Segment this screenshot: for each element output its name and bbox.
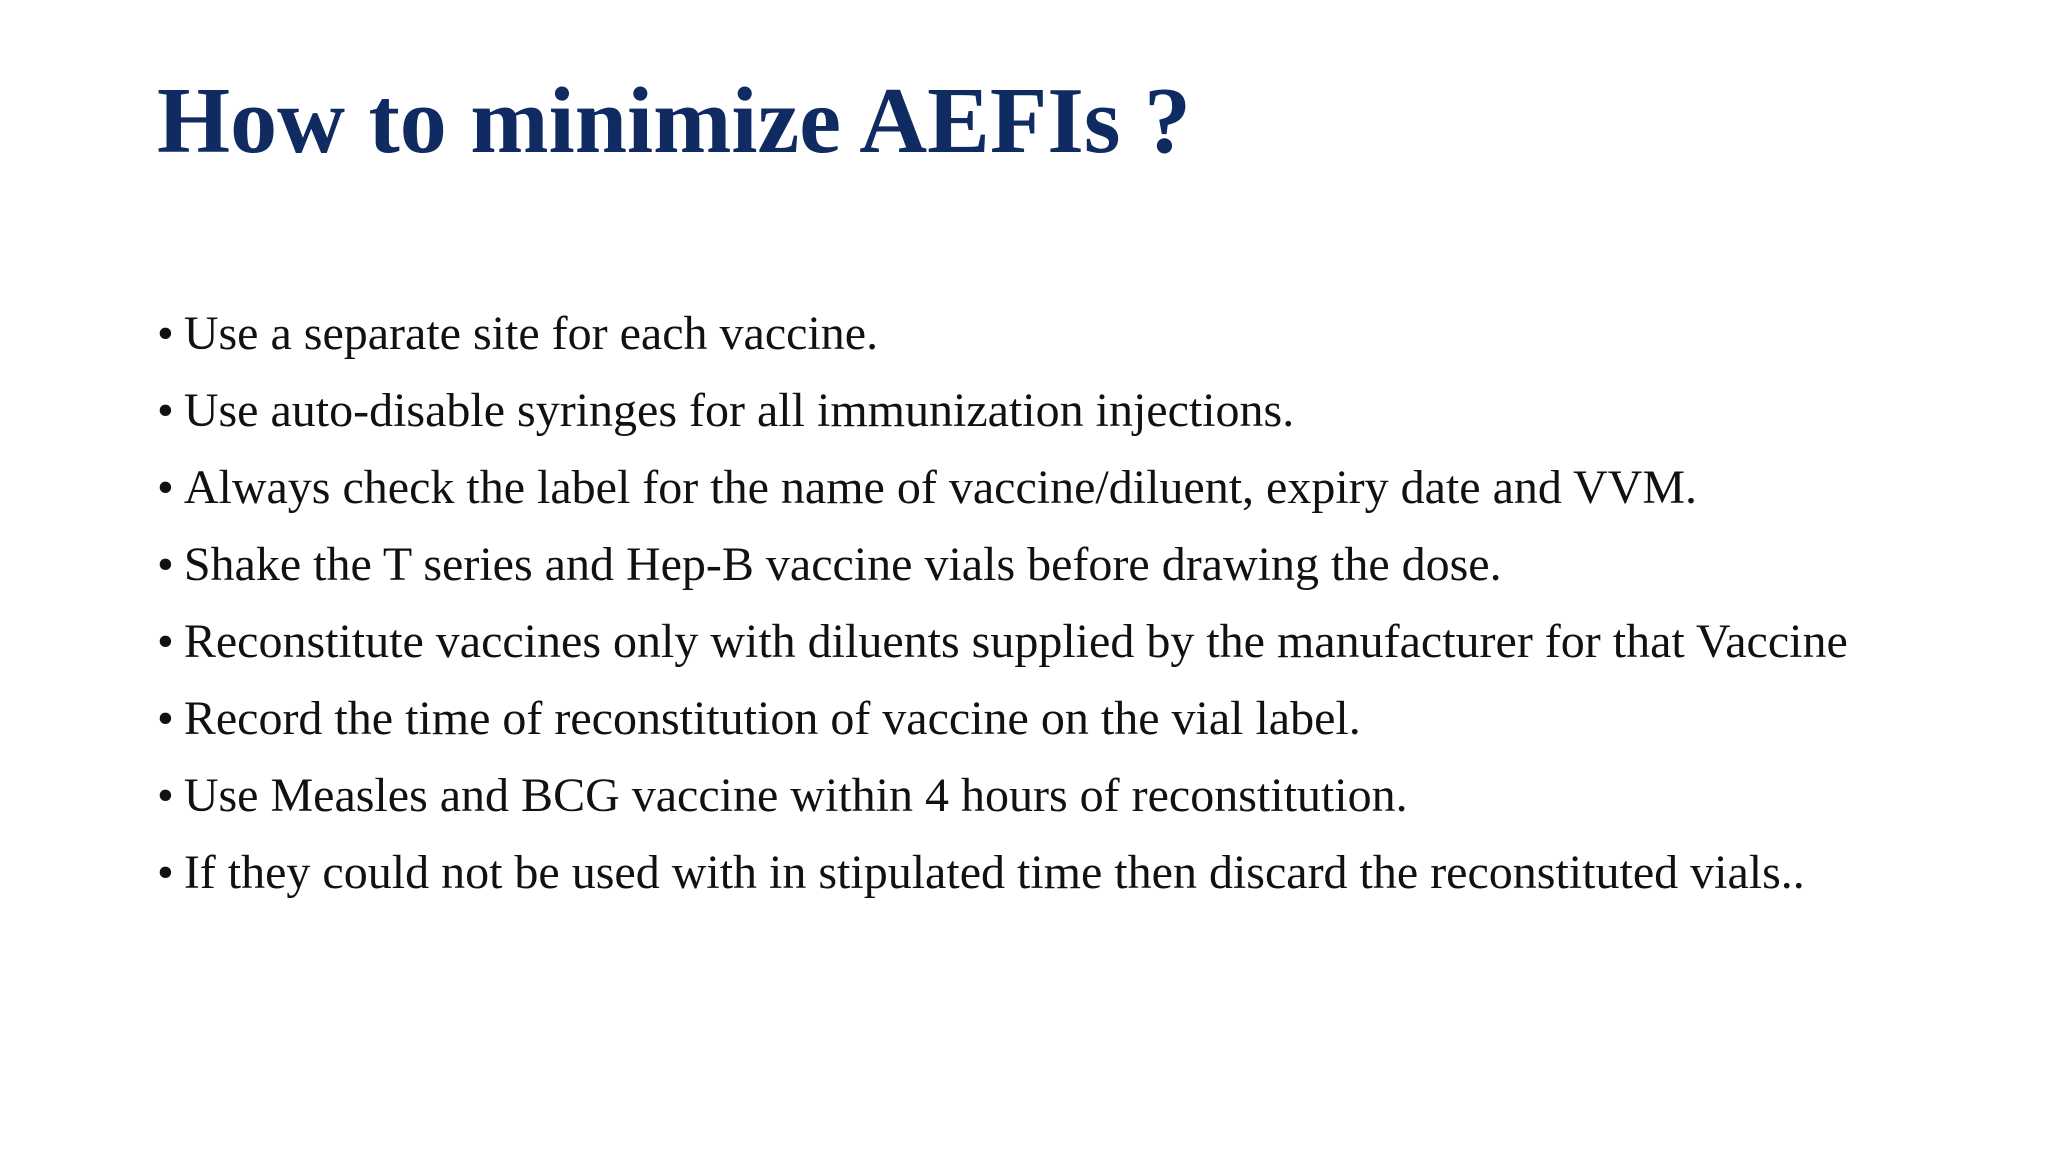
bullet-item	[157, 845, 1897, 901]
bullet-icon: •	[157, 615, 174, 668]
bullet-icon: •	[157, 461, 174, 514]
bullet-item	[157, 306, 1897, 362]
bullet-text: Reconstitute vaccines only with diluents supplied by the manufacturer for that Vaccine	[183, 615, 1848, 668]
bullet-item	[157, 383, 1897, 439]
bullet-icon: •	[157, 538, 174, 591]
bullet-text: Shake the T series and Hep-B vaccine vials before drawing the dose.	[183, 538, 1502, 591]
bullet-text: Use auto-disable syringes for all immunization injections.	[183, 384, 1295, 437]
bullet-list	[157, 306, 1897, 922]
bullet-text: If they could not be used with in stipulated time then discard the reconstituted vials..	[183, 846, 1805, 899]
bullet-icon: •	[157, 769, 174, 822]
bullet-text: Use Measles and BCG vaccine within 4 hours of reconstitution.	[183, 769, 1408, 822]
bullet-text: Use a separate site for each vaccine.	[183, 307, 879, 360]
bullet-item	[157, 460, 1897, 516]
bullet-item	[157, 614, 1897, 670]
bullet-icon: •	[157, 846, 174, 899]
bullet-text: Always check the label for the name of vaccine/diluent, expiry date and VVM.	[183, 461, 1698, 514]
bullet-text: Record the time of reconstitution of vaccine on the vial label.	[183, 692, 1361, 745]
bullet-icon: •	[157, 692, 174, 745]
bullet-icon: •	[157, 307, 174, 360]
slide-title: How to minimize AEFIs ?	[157, 69, 1191, 173]
bullet-icon: •	[157, 384, 174, 437]
bullet-item	[157, 691, 1897, 747]
bullet-item	[157, 768, 1897, 824]
bullet-item	[157, 537, 1897, 593]
